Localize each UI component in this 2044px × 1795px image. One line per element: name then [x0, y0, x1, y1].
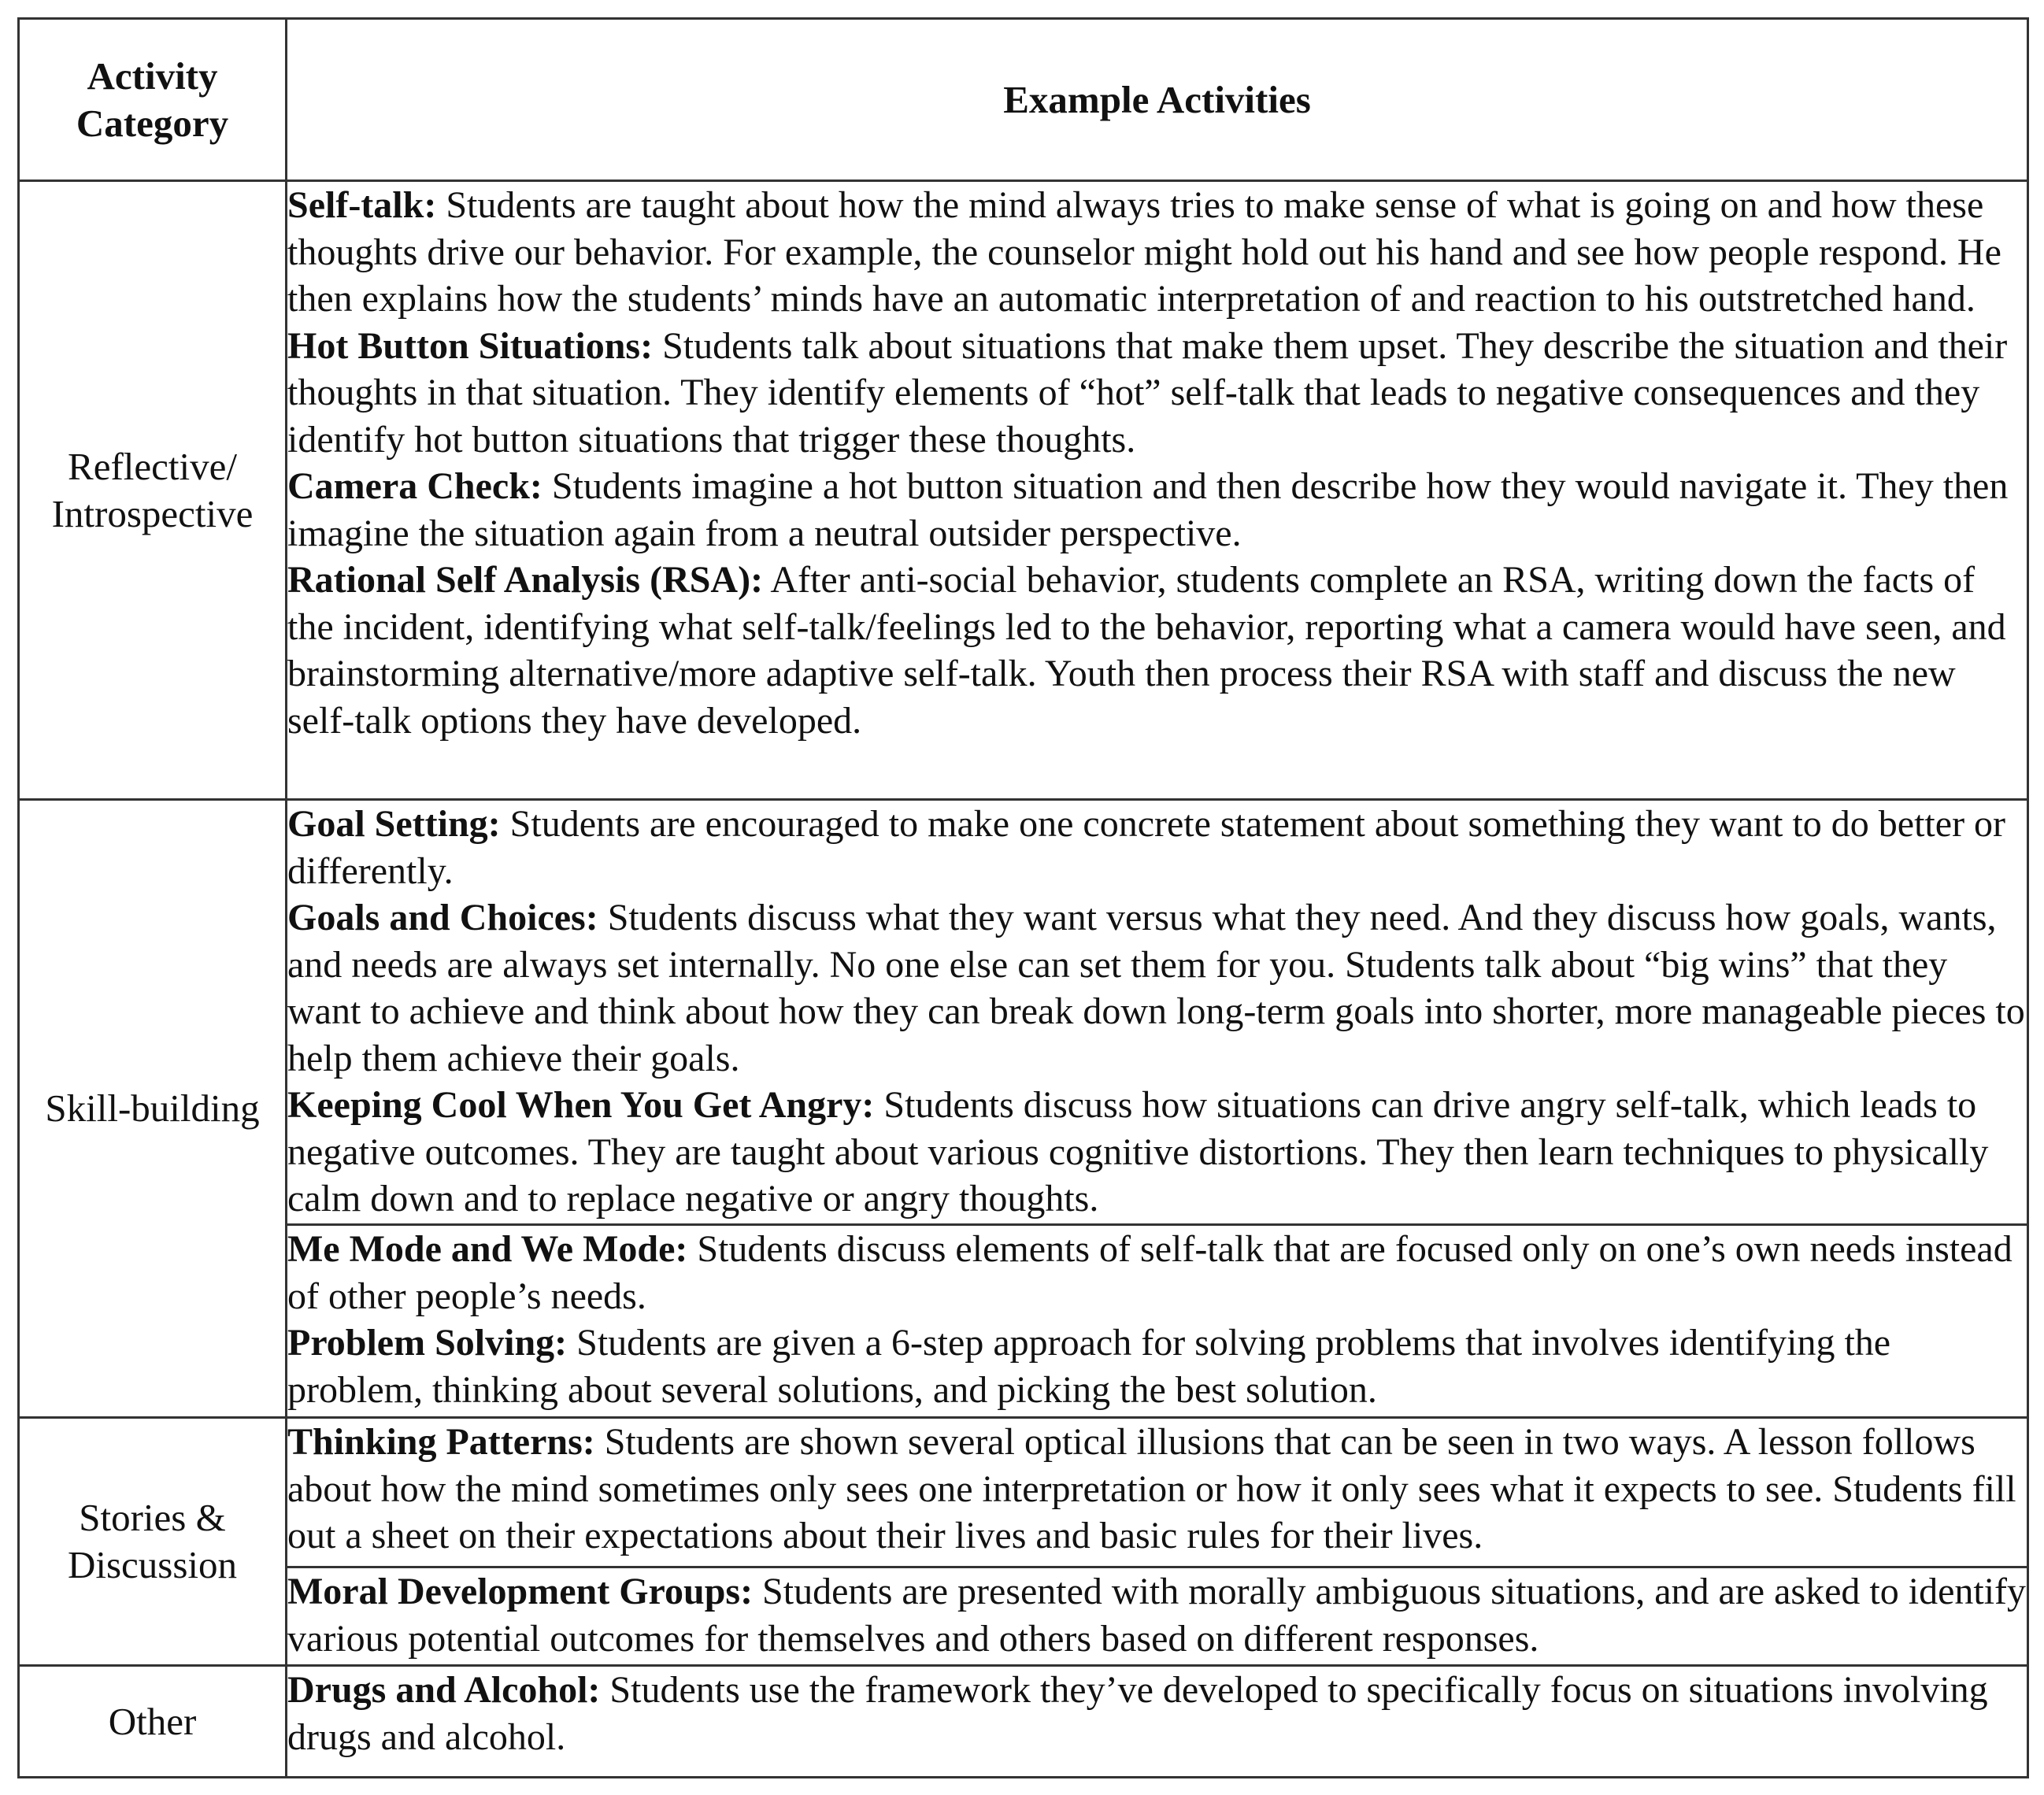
activity-description: Students talk about situations that make them upset. They describe the situation and their thoughts in that situation. They identify elements of “hot” self-talk that leads to negative consequences and they identify hot button situations that trigger these thoughts.: [287, 324, 2008, 461]
examples-cell-stories-2: [287, 1567, 2028, 1666]
activity-entry-camera-check: [287, 463, 2027, 557]
activity-description: Students are encouraged to make one concrete statement about something they want to do better or differently.: [287, 803, 2006, 892]
activity-description: Students imagine a hot button situation and then describe how they would navigate it. They then imagine the situation again from a neutral outsider perspective.: [287, 465, 2009, 554]
activity-description: After anti-social behavior, students complete an RSA, writing down the facts of the incident, identifying what self-talk/feelings led to the behavior, reporting what a camera would have seen, and brainstorming alternative/more adaptive self-talk. Youth then process their RSA with staff and discuss the new self-talk options they have developed.: [287, 559, 2006, 742]
header-examples-label: Example Activities: [1003, 77, 1311, 121]
examples-cell-stories-1: [287, 1418, 2028, 1567]
activity-term: Drugs and Alcohol:: [287, 1669, 601, 1711]
activity-description: Students discuss how situations can drive angry self-talk, which leads to negative outcomes. They are taught about various cognitive distortions. They then learn techniques to physically calm down and to replace negative or angry thoughts.: [287, 1084, 1989, 1219]
activity-entry-goal-setting: [287, 801, 2027, 894]
header-row: [19, 19, 2028, 181]
activity-term: Problem Solving:: [287, 1322, 568, 1364]
activity-entry-thinking-patterns: [287, 1419, 2027, 1560]
activity-description: Students are shown several optical illusions that can be seen in two ways. A lesson follows about how the mind sometimes only sees one interpretation or how it only sees what it expects to see. Students fill out a sheet on their expectations about their lives and basic rules for their lives.: [287, 1421, 2016, 1556]
activities-table: [17, 17, 2029, 1778]
activity-term: Hot Button Situations:: [287, 324, 654, 367]
category-label: Reflective/ Introspective: [51, 444, 254, 535]
examples-cell-other: [287, 1666, 2028, 1778]
activity-term: Camera Check:: [287, 465, 542, 507]
activity-description: Students discuss elements of self-talk that are focused only on one’s own needs instead of other people’s needs.: [287, 1228, 2013, 1317]
table-row-skill-building: [19, 800, 2028, 1225]
activity-term: Goals and Choices:: [287, 897, 598, 938]
category-cell-other: [19, 1666, 287, 1778]
activity-description: Students are presented with morally ambiguous situations, and are asked to identify various potential outcomes for themselves and others based on different responses.: [287, 1571, 2027, 1660]
activity-entry-keeping-cool: [287, 1082, 2027, 1223]
header-activity-category: [19, 19, 287, 181]
activity-description: Students discuss what they want versus what they need. And they discuss how goals, wants, and needs are always set internally. No one else can set them for you. Students talk about “big wins” that they want to achieve and think about how they can break down long-term goals into shorter, more manageable pieces to help them achieve their goals.: [287, 897, 2025, 1079]
header-example-activities: [287, 19, 2028, 181]
category-label: Stories & Discussion: [67, 1496, 238, 1586]
table-row-stories-continued: [19, 1567, 2028, 1666]
activity-description: Students are given a 6-step approach for solving problems that involves identifying the problem, thinking about several solutions, and picking the best solution.: [287, 1322, 1891, 1411]
examples-cell-skill-building-2: [287, 1225, 2028, 1418]
activity-entry-problem-solving: [287, 1319, 2027, 1413]
header-category-label: Activity Category: [76, 54, 229, 145]
examples-cell-reflective: [287, 181, 2028, 800]
activity-entry-goals-choices: [287, 894, 2027, 1082]
activity-entry-moral-development: [287, 1568, 2027, 1662]
activity-term: Keeping Cool When You Get Angry:: [287, 1084, 875, 1126]
activity-entry-hot-button: [287, 323, 2027, 464]
table-row-skill-building-continued: [19, 1225, 2028, 1418]
activity-term: Thinking Patterns:: [287, 1421, 595, 1463]
category-cell-stories: [19, 1418, 287, 1666]
category-cell-skill-building: [19, 800, 287, 1418]
activity-term: Goal Setting:: [287, 803, 501, 845]
table-row-stories: [19, 1418, 2028, 1567]
activity-description: Students use the framework they’ve developed to specifically focus on situations involving drugs and alcohol.: [287, 1669, 1988, 1758]
table-row-reflective: [19, 181, 2028, 800]
activity-entry-me-we-mode: [287, 1226, 2027, 1319]
activity-term: Rational Self Analysis (RSA):: [287, 559, 764, 601]
activity-entry-self-talk: [287, 182, 2027, 323]
category-label: Skill-building: [45, 1086, 260, 1130]
activity-entry-rsa: [287, 557, 2027, 744]
table-row-other: [19, 1666, 2028, 1778]
examples-cell-skill-building-1: [287, 800, 2028, 1225]
activity-term: Self-talk:: [287, 184, 437, 226]
activity-entry-drugs-alcohol: [287, 1667, 2027, 1760]
category-label: Other: [108, 1699, 197, 1743]
activity-term: Me Mode and We Mode:: [287, 1228, 688, 1270]
activity-term: Moral Development Groups:: [287, 1571, 754, 1612]
category-cell-reflective: [19, 181, 287, 800]
activity-description: Students are taught about how the mind always tries to make sense of what is going on and how these thoughts drive our behavior. For example, the counselor might hold out his hand and see how people respond. He then explains how the students’ minds have an automatic interpretation of and reaction to his outstretched hand.: [287, 184, 2001, 320]
